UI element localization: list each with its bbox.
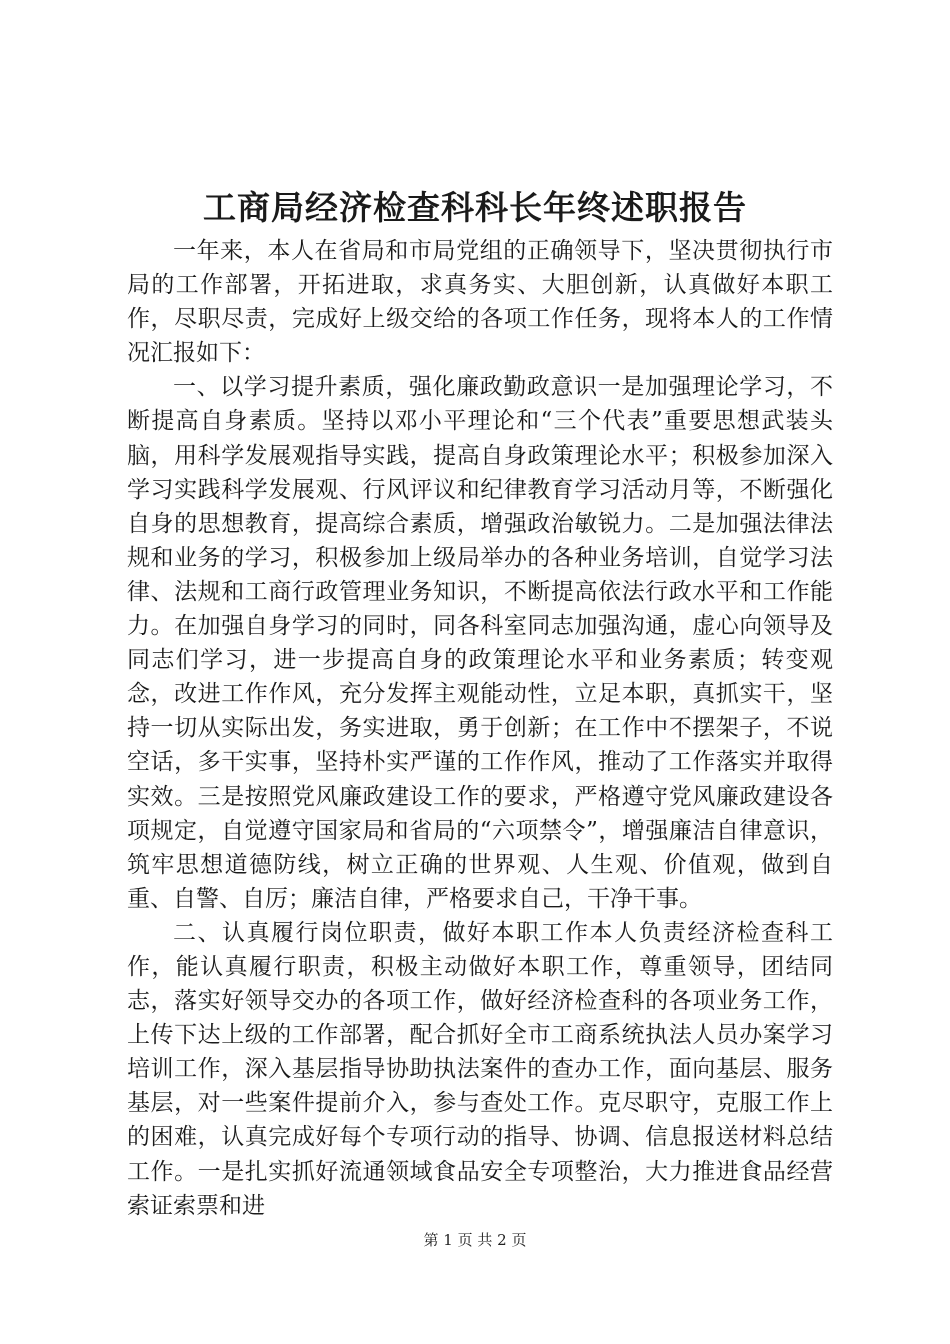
paragraph-section-one: 一、以学习提升素质，强化廉政勤政意识一是加强理论学习，不断提高自身素质。坚持以邓小平理论和“三个代表”重要思想武装头脑，用科学发展观指导实践，提高自身政策理论水平；积极参加深入学习实践科学发展观、行风评议和纪律教育学习活动月等，不断强化自身的思想教育，提高综合素质，增强政治敏锐力。二是加强法律法规和业务的学习，积极参加上级局举办的各种业务培训，自觉学习法律、法规和工商行政管理业务知识，不断提高依法行政水平和工作能力。在加强自身学习的同时，同各科室同志加强沟通，虚心向领导及同志们学习，进一步提高自身的政策理论水平和业务素质；转变观念，改进工作作风，充分发挥主观能动性，立足本职，真抓实干，坚持一切从实际出发，务实进取，勇于创新；在工作中不摆架子，不说空话，多干实事，坚持朴实严谨的工作作风，推动了工作落实并取得实效。三是按照党风廉政建设工作的要求，严格遵守党风廉政建设各项规定，自觉遵守国家局和省局的“六项禁令”，增强廉洁自律意识，筑牢思想道德防线，树立正确的世界观、人生观、价值观，做到自重、自警、自厉；廉洁自律，严格要求自己，干净干事。: [127, 374, 833, 912]
document-body: [127, 234, 833, 1223]
paragraph-section-two: 二、认真履行岗位职责，做好本职工作本人负责经济检查科工作，能认真履行职责，积极主动做好本职工作，尊重领导，团结同志，落实好领导交办的各项工作，做好经济检查科的各项业务工作，上传下达上级的工作部署，配合抓好全市工商系统执法人员办案学习培训工作，深入基层指导协助执法案件的查办工作，面向基层、服务基层，对一些案件提前介入，参与查处工作。克尽职守，克服工作上的困难，认真完成好每个专项行动的指导、协调、信息报送材料总结工作。一是扎实抓好流通领域食品安全专项整治，大力推进食品经营索证索票和进: [127, 919, 833, 1219]
paragraph-intro: 一年来，本人在省局和市局党组的正确领导下，坚决贯彻执行市局的工作部署，开拓进取，求真务实、大胆创新，认真做好本职工作，尽职尽责，完成好上级交给的各项工作任务，现将本人的工作情况汇报如下：: [127, 238, 833, 367]
page-footer: 第 1 页 共 2 页: [423, 1231, 527, 1249]
document-title: 工商局经济检查科科长年终述职报告: [203, 188, 747, 227]
